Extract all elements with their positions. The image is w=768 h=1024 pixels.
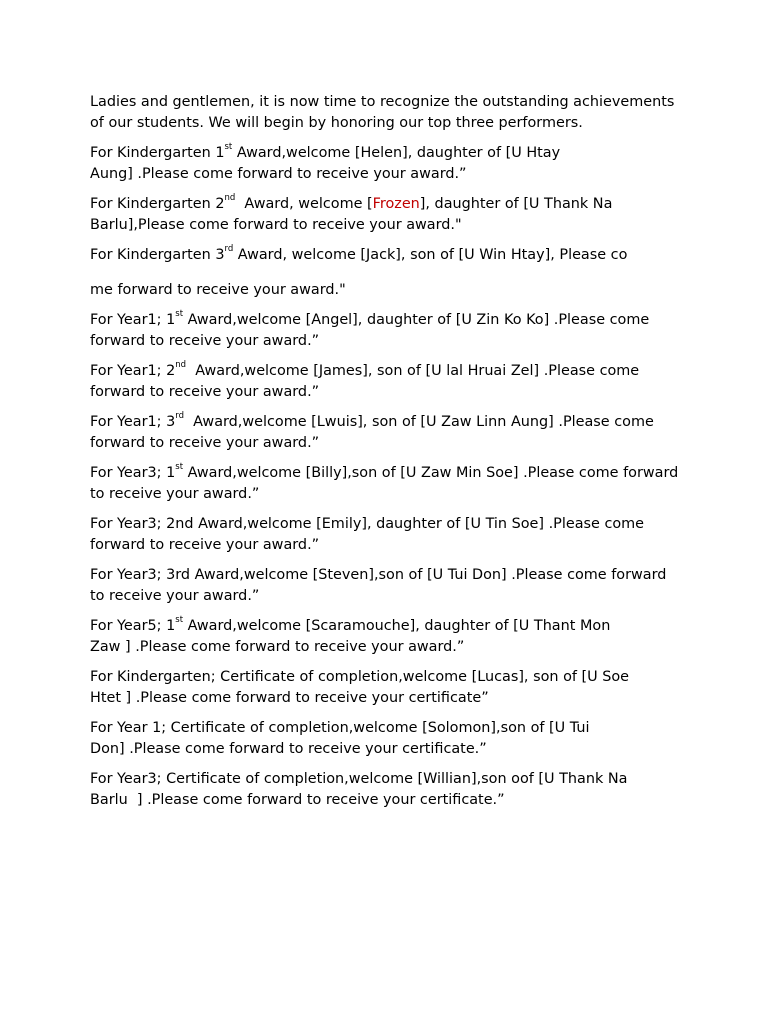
text-run: For Year5; 1 bbox=[90, 618, 176, 634]
text-run: For Year1; 1 bbox=[90, 312, 176, 328]
text-run: Award,welcome [Billy],son of [U Zaw Min Soe] .Please come forward to receive your award.” bbox=[90, 465, 683, 502]
text-run: For Year3; 1 bbox=[90, 465, 176, 481]
text-run: For Year1; 2 bbox=[90, 363, 176, 379]
paragraph bbox=[90, 92, 680, 134]
text-run: For Year 1; Certificate of completion,welcome [Solomon],son of [U Tui Don] .Please come forward to receive your certificate.” bbox=[90, 720, 590, 757]
text-run: me forward to receive your award." bbox=[90, 282, 346, 298]
text-run: Award,welcome [James], son of [U lal Hruai Zel] .Please come forward to receive your award.” bbox=[90, 363, 644, 400]
ordinal-superscript: nd bbox=[175, 360, 187, 371]
ordinal-superscript: rd bbox=[175, 411, 185, 422]
paragraph bbox=[90, 361, 680, 403]
text-run: Award, welcome [ bbox=[235, 196, 373, 212]
text-run: For Kindergarten 2 bbox=[90, 196, 225, 212]
ordinal-superscript: st bbox=[175, 462, 184, 473]
paragraph bbox=[90, 194, 680, 236]
text-run: Award,welcome [Helen], daughter of [U Htay Aung] .Please come forward to receive your award.” bbox=[90, 145, 561, 182]
text-run: For Year1; 3 bbox=[90, 414, 176, 430]
text-run: Award,welcome [Lwuis], son of [U Zaw Linn Aung] .Please come forward to receive your award.” bbox=[90, 414, 659, 451]
ordinal-superscript: nd bbox=[224, 193, 236, 204]
paragraph bbox=[90, 769, 680, 811]
paragraph bbox=[90, 310, 680, 352]
text-run: Ladies and gentlemen, it is now time to recognize the outstanding achievements of our students. We will begin by honoring our top three performers. bbox=[90, 94, 679, 131]
paragraph bbox=[90, 514, 680, 556]
paragraph bbox=[90, 718, 680, 760]
paragraph bbox=[90, 412, 680, 454]
paragraph bbox=[90, 280, 680, 301]
text-run: For Kindergarten 1 bbox=[90, 145, 225, 161]
text-run: For Year3; Certificate of completion,welcome [Willian],son oof [U Thank Na Barlu ] .Please come forward to receive your certificate.” bbox=[90, 771, 628, 808]
paragraph bbox=[90, 667, 680, 709]
ordinal-superscript: rd bbox=[224, 244, 234, 255]
text-run: For Kindergarten; Certificate of completion,welcome [Lucas], son of [U Soe Htet ] .Please come forward to receive your certificate” bbox=[90, 669, 630, 706]
paragraph bbox=[90, 565, 680, 607]
ordinal-superscript: st bbox=[175, 615, 184, 626]
paragraph bbox=[90, 462, 683, 505]
ordinal-superscript: st bbox=[224, 142, 233, 153]
text-run: ], daughter of [U Thank Na Barlu],Please come forward to receive your award." bbox=[90, 196, 617, 233]
text-run: For Kindergarten 3 bbox=[90, 247, 225, 263]
highlighted-name: Frozen bbox=[372, 196, 420, 212]
paragraph bbox=[90, 143, 680, 185]
ordinal-superscript: st bbox=[175, 309, 184, 320]
text-run: Award,welcome [Angel], daughter of [U Zin Ko Ko] .Please come forward to receive your award.” bbox=[90, 312, 654, 349]
text-run: For Year3; 2nd Award,welcome [Emily], daughter of [U Tin Soe] .Please come forward to receive your award.” bbox=[90, 516, 649, 553]
text-run: Award,welcome [Scaramouche], daughter of [U Thant Mon Zaw ] .Please come forward to receive your award.” bbox=[90, 618, 611, 655]
paragraph bbox=[90, 616, 680, 658]
text-run: Award, welcome [Jack], son of [U Win Htay], Please co bbox=[233, 247, 628, 263]
text-run: For Year3; 3rd Award,welcome [Steven],son of [U Tui Don] .Please come forward to receive your award.” bbox=[90, 567, 671, 604]
paragraph bbox=[90, 245, 680, 266]
